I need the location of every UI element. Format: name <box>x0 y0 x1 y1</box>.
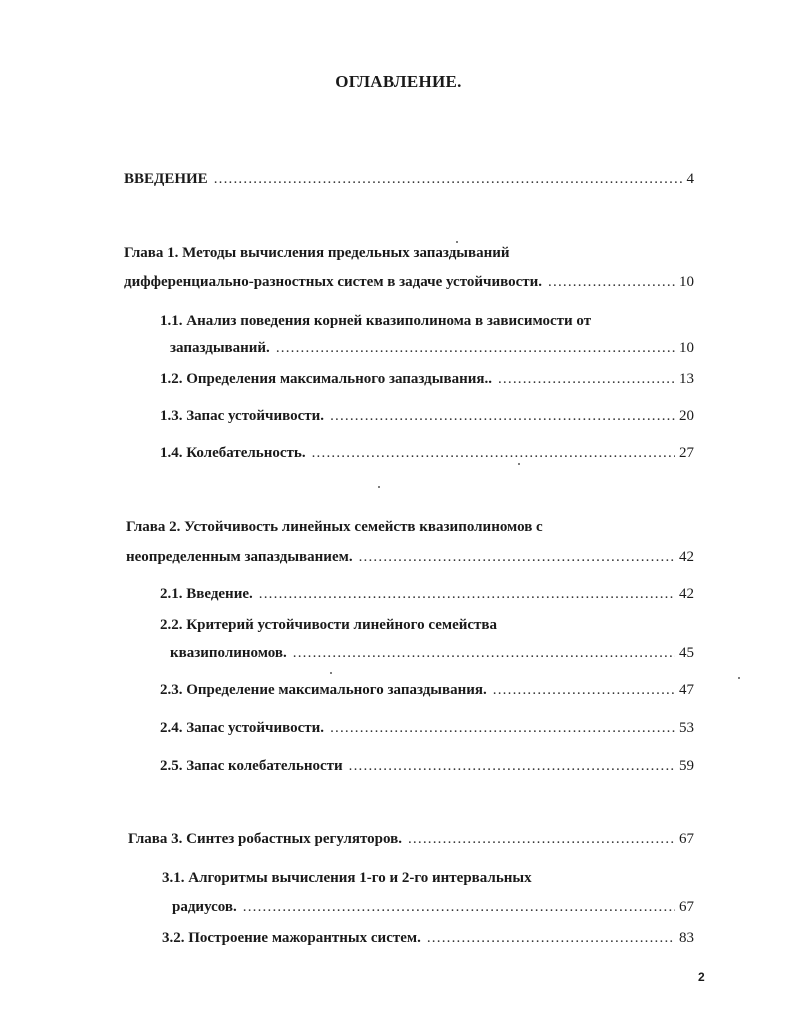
toc-entry-label: неопределенным запаздыванием. <box>126 549 353 565</box>
section-2-2-line1: 2.2. Критерий устойчивости линейного семейства <box>160 617 498 633</box>
dot-leader <box>548 274 675 291</box>
toc-entry-label: ВВЕДЕНИЕ <box>124 171 208 187</box>
toc-entry-chapter-2 <box>126 549 694 569</box>
dot-leader <box>293 645 675 662</box>
toc-entry-section-2-4 <box>160 720 694 740</box>
dot-leader <box>427 930 675 947</box>
toc-entry-section-3-2 <box>162 930 694 950</box>
dot-leader <box>349 758 675 775</box>
dot-leader <box>243 899 675 916</box>
page-number: 2 <box>698 970 705 984</box>
toc-entry-label: 3.2. Построение мажорантных систем. <box>162 930 421 946</box>
toc-entry-page: 67 <box>679 831 694 847</box>
toc-entry-page: 13 <box>679 371 694 387</box>
toc-entry-label: 2.4. Запас устойчивости. <box>160 720 325 736</box>
toc-entry-label: 1.2. Определения максимального запаздывания.. <box>160 371 492 387</box>
toc-entry-label: 1.3. Запас устойчивости. <box>160 408 325 424</box>
dot-leader <box>276 340 675 357</box>
toc-entry-section-1-1 <box>170 340 694 360</box>
scan-speck <box>378 486 380 488</box>
toc-entry-label: дифференциально-разностных систем в задаче устойчивости. <box>124 274 543 290</box>
section-1-1-line1: 1.1. Анализ поведения корней квазиполинома в зависимости от <box>160 313 592 329</box>
toc-entry-chapter-3 <box>128 831 694 851</box>
toc-entry-label: 2.3. Определение максимального запаздывания. <box>160 682 487 698</box>
toc-entry-section-2-5 <box>160 758 694 778</box>
toc-entry-page: 27 <box>679 445 694 461</box>
toc-entry-label: радиусов. <box>172 899 237 915</box>
page-title: ОГЛАВЛЕНИЕ. <box>335 72 462 91</box>
toc-entry-label: 1.4. Колебательность. <box>160 445 306 461</box>
toc-entry-page: 42 <box>679 549 694 565</box>
toc-entry-page: 47 <box>679 682 694 698</box>
toc-entry-label: запаздываний. <box>170 340 270 356</box>
toc-entry-label: квазиполиномов. <box>170 645 287 661</box>
section-3-1-line1: 3.1. Алгоритмы вычисления 1-го и 2-го интервальных <box>162 870 532 886</box>
scan-speck <box>518 463 520 465</box>
dot-leader <box>330 408 675 425</box>
dot-leader <box>359 549 675 566</box>
toc-entry-chapter-1 <box>124 274 694 294</box>
dot-leader <box>493 682 675 699</box>
chapter-1-heading-line1: Глава 1. Методы вычисления предельных запаздываний <box>124 245 510 261</box>
toc-entry-page: 83 <box>679 930 694 946</box>
dot-leader <box>259 586 675 603</box>
toc-entry-label: 2.1. Введение. <box>160 586 253 602</box>
toc-entry-section-1-4 <box>160 445 694 465</box>
toc-entry-page: 10 <box>679 340 694 356</box>
toc-entry-page: 53 <box>679 720 694 736</box>
toc-entry-intro <box>124 171 694 191</box>
dot-leader <box>408 831 675 848</box>
dot-leader <box>312 445 675 462</box>
toc-entry-page: 10 <box>679 274 694 290</box>
scan-speck <box>738 677 740 679</box>
dot-leader <box>330 720 675 737</box>
toc-entry-page: 45 <box>679 645 694 661</box>
toc-entry-label: 2.5. Запас колебательности <box>160 758 343 774</box>
toc-entry-page: 20 <box>679 408 694 424</box>
toc-entry-section-2-3 <box>160 682 694 702</box>
toc-entry-label: Глава 3. Синтез робастных регуляторов. <box>128 831 402 847</box>
toc-entry-section-3-1 <box>172 899 694 919</box>
scan-speck <box>330 672 332 674</box>
toc-entry-section-1-2 <box>160 371 694 391</box>
toc-entry-page: 4 <box>686 171 694 187</box>
toc-entry-page: 59 <box>679 758 694 774</box>
dot-leader <box>498 371 675 388</box>
toc-entry-page: 42 <box>679 586 694 602</box>
toc-entry-section-1-3 <box>160 408 694 428</box>
toc-entry-page: 67 <box>679 899 694 915</box>
dot-leader <box>214 171 683 188</box>
chapter-2-heading-line1: Глава 2. Устойчивость линейных семейств квазиполиномов с <box>126 519 543 535</box>
scan-speck <box>456 241 458 243</box>
toc-entry-section-2-2 <box>170 645 694 665</box>
toc-entry-section-2-1 <box>160 586 694 606</box>
